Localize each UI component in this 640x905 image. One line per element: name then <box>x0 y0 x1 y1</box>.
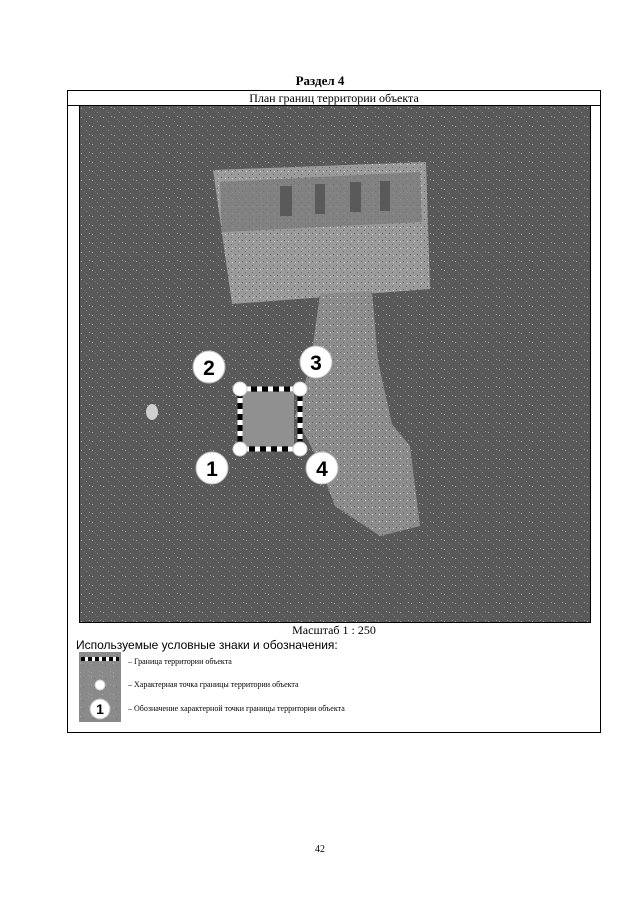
legend-title: Используемые условные знаки и обозначения: <box>76 638 338 652</box>
plan-title: План границ территории объекта <box>68 91 600 106</box>
point-number-icon <box>79 696 121 722</box>
point-marker-2 <box>193 351 225 383</box>
legend-point-number: 1 <box>96 701 104 717</box>
boundary-point <box>233 442 247 456</box>
legend-item-point-number: – Обозначение характерной точки границы территории объекта <box>128 704 345 713</box>
scale-label: Масштаб 1 : 250 <box>292 623 376 637</box>
point-number: 2 <box>203 357 215 380</box>
building-area <box>213 162 430 304</box>
point-marker-1 <box>196 452 228 484</box>
plan-frame <box>67 90 601 733</box>
legend-item-boundary: – Граница территории объекта <box>128 657 232 666</box>
boundary-point <box>293 442 307 456</box>
legend-item-point: – Характерная точка границы территории объекта <box>128 680 299 689</box>
aerial-map-svg <box>80 106 590 622</box>
point-number: 4 <box>316 458 328 481</box>
point-marker-4 <box>306 452 338 484</box>
site-plan-map <box>79 106 591 623</box>
boundary-point <box>293 382 307 396</box>
boundary-point <box>233 382 247 396</box>
boundary-point-icon <box>79 674 121 696</box>
page-number: 42 <box>315 844 325 855</box>
point-number: 1 <box>206 458 218 481</box>
point-number: 3 <box>310 352 322 375</box>
dashed-boundary-icon <box>79 652 121 674</box>
point-marker-3 <box>300 346 332 378</box>
section-title: Раздел 4 <box>295 73 345 88</box>
